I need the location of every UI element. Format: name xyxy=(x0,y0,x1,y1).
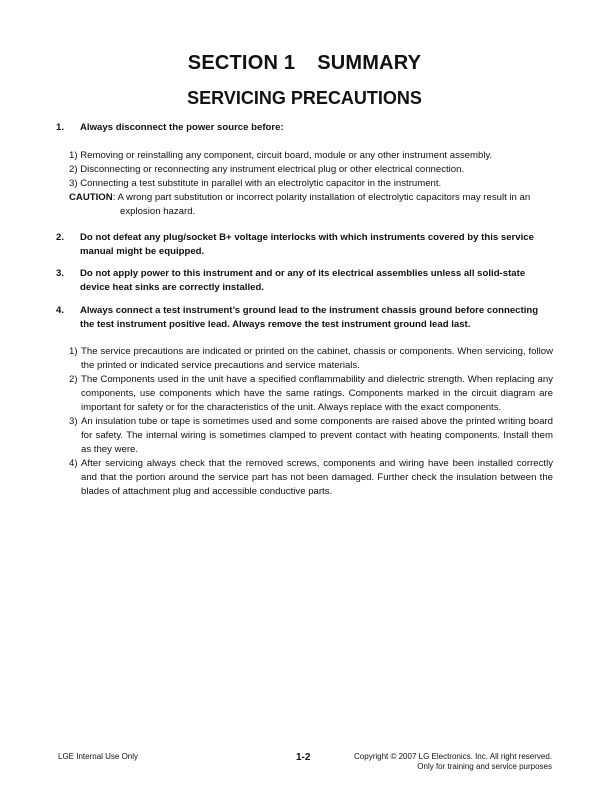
subitem-number: 4) xyxy=(69,458,78,469)
subitem-number: 3) xyxy=(69,416,78,427)
subitem-text: After servicing always check that the removed screws, components and wiring have been installed correctly and that the portion around the service part has not been damaged. Further check the insulation between the blades of attachment plug and accessible conductive parts. xyxy=(81,458,553,497)
item-text-line1: Always connect a test instrument’s ground lead to the instrument chassis ground before connecting xyxy=(80,305,539,316)
item-text-line1: Do not defeat any plug/socket B+ voltage interlocks with which instruments covered by this service xyxy=(80,232,534,243)
subitem-text: The Components used in the unit have a specified conflammability and dielectric strength. When replacing any components, use components which have the same ratings. Components marked in the circuit diagram are important for safety or for the characteristics of the unit. Always replace with the exact components. xyxy=(81,374,553,413)
item-text-line2: device heat sinks are correctly installed. xyxy=(80,282,264,293)
subitem xyxy=(56,345,553,373)
section-title xyxy=(0,52,609,75)
precaution-4 xyxy=(56,304,553,332)
section-name: SUMMARY xyxy=(317,52,422,74)
subitem-text: An insulation tube or tape is sometimes used and some components are raised above the printed writing board for safety. The internal wiring is sometimes clamped to prevent contact with heating components. Install them as they were. xyxy=(81,416,553,455)
subitem: 2) Disconnecting or reconnecting any instrument electrical plug or other electrical connection. xyxy=(69,164,465,175)
item-text-line2: the test instrument positive lead. Always remove the test instrument ground lead last. xyxy=(80,319,471,330)
item-text-line1: Do not apply power to this instrument and or any of its electrical assemblies unless all solid-state xyxy=(80,268,526,279)
precaution-4-subitems xyxy=(56,345,553,499)
caution-note xyxy=(56,191,553,205)
item-number: 1. xyxy=(56,122,65,133)
item-number: 2. xyxy=(56,232,65,243)
precaution-2-heading xyxy=(56,231,553,259)
subitem xyxy=(56,457,553,499)
subitem-number: 2) xyxy=(69,374,78,385)
footer-copyright xyxy=(354,752,552,772)
subitem: 3) Connecting a test substitute in parallel with an electrolytic capacitor in the instrument. xyxy=(69,178,442,189)
subitem: 1) Removing or reinstalling any component, circuit board, module or any other instrument assembly. xyxy=(69,150,493,161)
precaution-1-heading xyxy=(56,121,553,135)
item-text-line2: manual might be equipped. xyxy=(80,246,205,257)
subitem xyxy=(56,415,553,457)
purpose-line: Only for training and service purposes xyxy=(417,762,552,771)
precaution-1 xyxy=(56,121,553,135)
item-number: 3. xyxy=(56,268,65,279)
caution-label: CAUTION xyxy=(69,192,113,203)
precaution-4-heading xyxy=(56,304,553,332)
subitem-text: The service precautions are indicated or printed on the cabinet, chassis or components. When servicing, follow the printed or indicated service precautions and service materials. xyxy=(81,346,553,371)
footer-internal-use: LGE Internal Use Only xyxy=(58,752,139,761)
precaution-1-subitems xyxy=(56,149,553,219)
subitem-number: 1) xyxy=(69,346,78,357)
precaution-2 xyxy=(56,231,553,259)
item-text: Always disconnect the power source before: xyxy=(80,122,284,133)
item-number: 4. xyxy=(56,305,65,316)
caution-text: : A wrong part substitution or incorrect polarity installation of electrolytic capacitors may result in an xyxy=(112,192,531,203)
section-number: SECTION 1 xyxy=(187,52,296,74)
caution-text-cont: explosion hazard. xyxy=(120,206,196,217)
precaution-3 xyxy=(56,267,553,295)
subitem xyxy=(56,373,553,415)
page-number: 1-2 xyxy=(296,752,311,763)
copyright-line: Copyright © 2007 LG Electronics. Inc. All right reserved. xyxy=(354,752,552,761)
page-subtitle: SERVICING PRECAUTIONS xyxy=(187,88,422,108)
precaution-3-heading xyxy=(56,267,553,295)
